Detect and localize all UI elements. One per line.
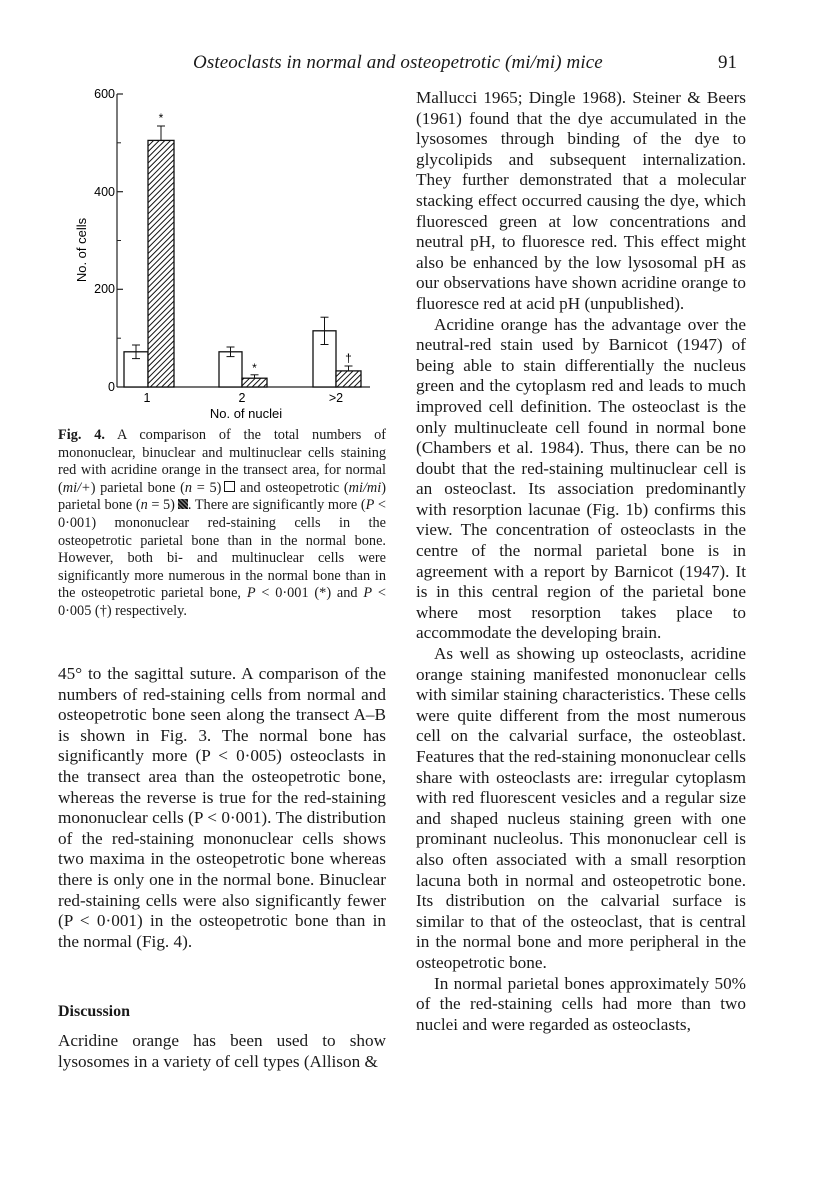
y-tick-600: 600 — [94, 87, 115, 101]
open-box-legend-icon — [224, 481, 235, 492]
left-column-body — [58, 664, 386, 952]
bar-chart — [58, 60, 388, 420]
results-paragraph: 45° to the sagittal suture. A comparison of the numbers of red-staining cells from normal and osteopetrotic bone seen along the transect A–B is shown in Fig. 3. The normal bone has significantly more (P < 0·005) osteoclasts in the transect area than the osteopetrotic bone, whereas the reverse is true for the red-staining mononuclear cells (P < 0·001). The distribution of the red-staining mononuclear cells shows two maxima in the osteopetrotic bone whereas there is only one in the normal bone. Binuclear red-staining cells were also significantly fewer (P < 0·001) in the osteopetrotic bone than in the normal (Fig. 4). — [58, 664, 386, 951]
figure-label: Fig. 4. — [58, 427, 105, 443]
significance-marker-1: * — [158, 111, 164, 125]
paragraph-3: As well as showing up osteoclasts, acridine orange staining manifested mononuclear cells with similar staining characteristics. These cells were quite different from the most numerous cell on the calvarial surface, the osteoblast. Features that the red-staining mononuclear cells share with osteoclasts are: irregular cytoplasm with red fluorescent vesicles and a regular size and shaped nucleus staining green with one prominant nucleolus. This mononuclear cell is also often associated with a small resorption lacuna both in normal and osteopetrotic bone. Its distribution on the calvarial surface is similar to that of the osteoclast, that is central in the normal bone and more peripheral in the osteopetrotic bone. — [416, 644, 746, 972]
x-tick-gt2: >2 — [328, 391, 344, 405]
x-axis-label: No. of nuclei — [209, 406, 283, 420]
y-axis-label: No. of cells — [74, 217, 89, 283]
section-heading-discussion: Discussion — [58, 1003, 131, 1020]
bar-group-1 — [124, 111, 174, 405]
figure-4-chart — [58, 60, 388, 420]
significance-marker-2: * — [252, 361, 257, 375]
paragraph-2: Acridine orange has the advantage over the neutral-red stain used by Barnicot (1947) of being able to stain differentially the nucleus green and the cytoplasm red and leads to much improved cell definition. The osteoclast is the only multinucleate cell found in normal bone (Chambers et al. 1984). Thus, there can be no doubt that the red-staining multinuclear cell is an osteoclast. Its association predominantly with resorption lacunae (Fig. 1b) confirms this view. The concentration of osteoclasts in the centre of the normal parietal bone is in agreement with a report by Barnicot (1947). It is in this central region of the parietal bone where most resorption takes place to accommodate the developing brain. — [416, 314, 746, 643]
discussion-paragraph-start: Acridine orange has been used to show lysosomes in a variety of cell types (Allison & — [58, 1031, 386, 1071]
paragraph-4: In normal parietal bones approximately 50% of the red-staining cells had more than two nuclei and were regarded as osteoclasts, — [416, 973, 746, 1034]
bar-osteopetrotic-1 — [148, 140, 174, 387]
bar-osteopetrotic-gt2 — [336, 371, 361, 387]
significance-marker-gt2: † — [345, 351, 352, 365]
bar-group-gt2 — [313, 317, 361, 405]
right-column-body — [416, 88, 746, 1035]
x-tick-1: 1 — [143, 391, 151, 405]
y-tick-200: 200 — [94, 282, 115, 296]
y-tick-400: 400 — [94, 185, 115, 199]
figure-caption: Fig. 4. A comparison of the total numbers of mononuclear, binuclear and multinuclear cells staining red with acridine orange in the transect area, for normal (mi/+) parietal bone (n = 5) and osteopetrotic (mi/mi) parietal bone (n = 5) . There are significantly more (P < 0·001) mononuclear red-staining cells in the osteopetrotic parietal bone than in the normal bone. However, both bi- and multinuclear cells were significantly more numerous in the normal bone than in the osteopetrotic parietal bone, P < 0·001 (*) and P < 0·005 (†) respectively. — [58, 427, 386, 619]
bar-group-2 — [219, 347, 267, 405]
page-number: 91 — [718, 52, 737, 73]
bar-osteopetrotic-2 — [242, 378, 267, 387]
y-axis — [74, 87, 123, 394]
x-tick-2: 2 — [238, 391, 246, 405]
hatched-box-legend-icon — [178, 499, 188, 509]
paragraph-1: Mallucci 1965; Dingle 1968). Steiner & Beers (1961) found that the dye accumulated in the lysosomes through binding of the dye to glycolipids and subsequent internalization. They further demonstrated that a molecular stacking effect occurred causing the dye, which fluoresced green at low concentrations and neutral pH, to fluoresce red. This effect might also be enhanced by the low lysosomal pH as our observations have shown acridine orange to fluoresce red at acid pH (unpublished). — [416, 88, 746, 313]
y-tick-0: 0 — [108, 380, 115, 394]
running-head-title: Osteoclasts in normal and osteopetrotic (mi/mi) mice — [193, 52, 603, 73]
